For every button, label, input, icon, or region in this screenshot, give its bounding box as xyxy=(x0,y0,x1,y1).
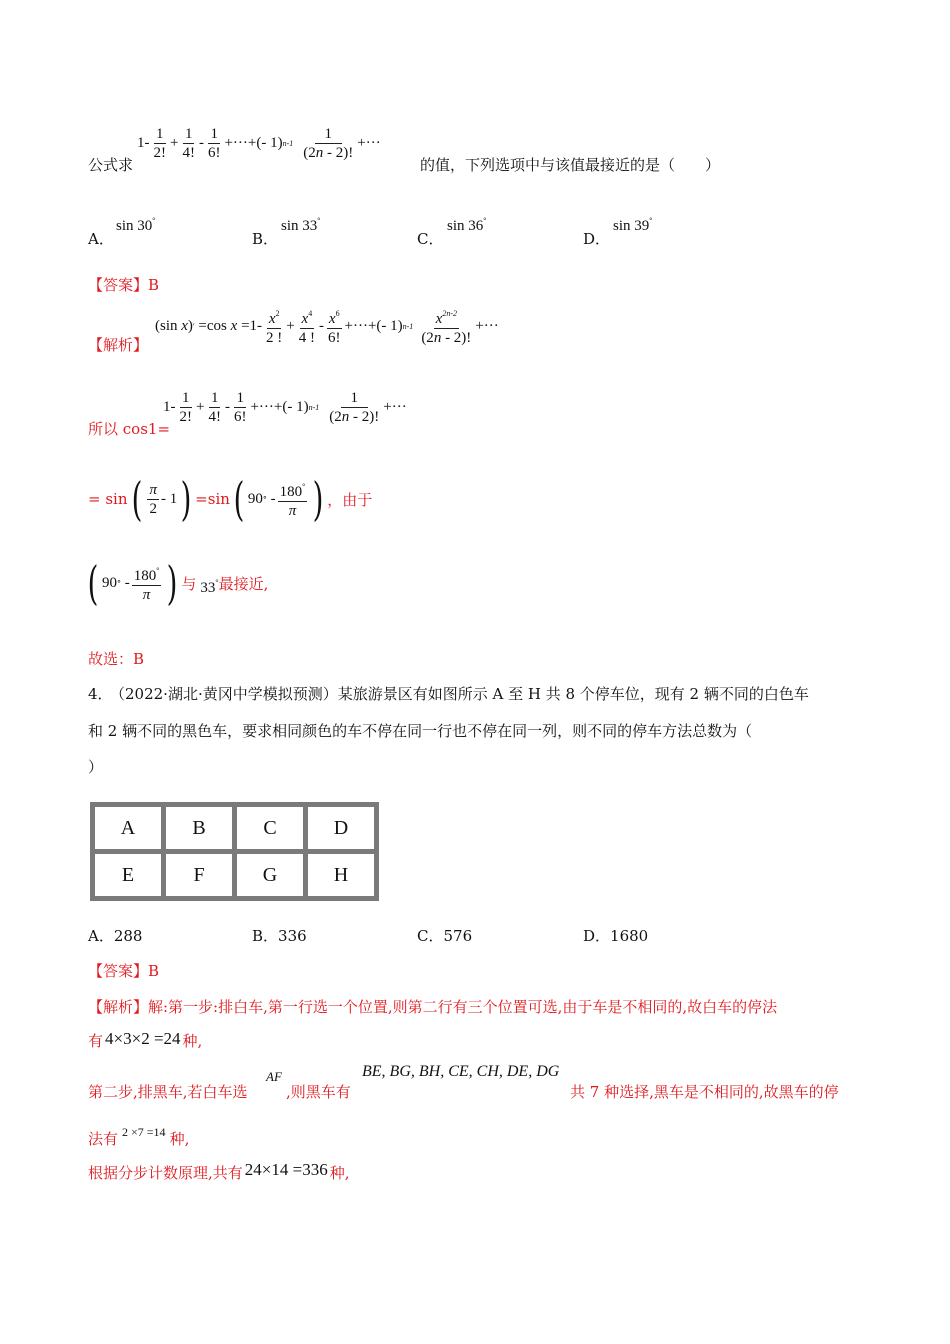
eq-sin2-label: =sin xyxy=(195,490,230,508)
option-letter: A． xyxy=(88,230,114,248)
text: 有 xyxy=(88,1032,104,1050)
q3-option-b-value: sin 33° xyxy=(281,216,321,234)
closest-text-b: 最接近, xyxy=(218,574,269,593)
q4-stem-line2: 和 2 辆不同的黑色车，要求相同颜色的车不停在同一行也不停在同一列，则不同的停车方法总数为（ xyxy=(88,722,753,740)
option-letter: C． xyxy=(417,230,444,248)
grid-cell: B xyxy=(164,805,235,852)
option-value: 576 xyxy=(443,927,473,945)
q3-series-formula: 1- $\frac{1}{2!}$ + $\frac{1}{4!}$ - $\frac{1}{6!}$ +···+ (- 1) n-1 $\frac{1}{(2n - 2)!}$ +··· xyxy=(137,126,381,161)
text: 种, xyxy=(329,1164,350,1182)
q4-answer: 【答案】B xyxy=(88,962,160,980)
q4-analysis-line5 xyxy=(88,1159,350,1183)
option-letter: A． xyxy=(88,927,114,945)
q3-closest-line: ( 90 ° - $\frac{180^\circ}{\pi}$ ) 与 33° 最接近, xyxy=(87,556,269,610)
q4-analysis-line3-b: ,则黑车有 xyxy=(286,1083,351,1101)
q3-cos1-series: 1- $\frac{1}{2!}$ + $\frac{1}{4!}$ - $\frac{1}{6!}$ +···+(- 1) n-1 $\frac{1}{(2n - 2)!}$ +··· xyxy=(163,390,407,425)
grid-cell: E xyxy=(93,852,164,899)
q4-option-d xyxy=(583,925,648,946)
option-value: 336 xyxy=(278,927,307,945)
q3-stem-prefix: 公式求 xyxy=(88,156,134,174)
q3-therefore-label: 所以 cos1= xyxy=(88,420,171,438)
closest-text-a: 与 xyxy=(181,574,197,593)
closest-value: 33 xyxy=(200,579,216,596)
q4-analysis-line4 xyxy=(88,1125,190,1149)
grid-cell: D xyxy=(306,805,377,852)
math-white-count: 4×3×2 =24 xyxy=(105,1028,181,1048)
q4-stem-line1: （2022·湖北·黄冈中学模拟预测）某旅游景区有如图所示 A 至 H 共 8 个停车位，现有 2 辆不同的白色车 xyxy=(110,685,809,703)
text: 种, xyxy=(182,1032,203,1050)
q4-analysis-line3-a: 第二步,排黑车,若白车选 xyxy=(88,1083,248,1101)
option-value: 1680 xyxy=(610,927,649,945)
q4-analysis-line1: 【解析】解:第一步:排白车,第一行选一个位置,则第二行有三个位置可选,由于车是不相同的,故白车的停法 xyxy=(88,998,778,1016)
q3-option-a xyxy=(88,228,114,249)
q3-analysis-label: 【解析】 xyxy=(88,336,149,354)
q3-option-c-value: sin 36° xyxy=(447,216,487,234)
q3-option-a-value: sin 30° xyxy=(116,216,156,234)
q3-option-d-value: sin 39° xyxy=(613,216,653,234)
q4-black-positions: BE, BG, BH, CE, CH, DE, DG xyxy=(362,1063,560,1080)
grid-row xyxy=(93,852,377,899)
q3-sin-equation: = sin ( $\frac{\pi}{2}$ - 1 ) =sin ( 90 ° - $\frac{180^\circ}{\pi}$ ) ，由于 xyxy=(88,472,373,526)
grid-cell: F xyxy=(164,852,235,899)
q3-stem-suffix: 的值，下列选项中与该值最接近的是（ ） xyxy=(420,156,721,174)
q3-option-d xyxy=(583,228,610,249)
q4-analysis-line2 xyxy=(88,1030,202,1051)
grid-cell: A xyxy=(93,805,164,852)
option-letter: B． xyxy=(252,927,279,945)
youyu-text: ，由于 xyxy=(327,490,373,509)
math-black-count: 2 ×7 =14 xyxy=(122,1125,166,1139)
option-letter: C． xyxy=(417,927,444,945)
q4-analysis-line3-c: 共 7 种选择,黑车是不相同的,故黑车的停 xyxy=(570,1083,839,1101)
q4-option-c xyxy=(417,925,472,946)
grid-cell: C xyxy=(235,805,306,852)
option-letter: B． xyxy=(252,230,279,248)
q4-stem-line3: ） xyxy=(88,758,104,776)
q3-option-c xyxy=(417,228,443,249)
q3-conclusion: 故选：B xyxy=(88,650,145,668)
q4-option-a xyxy=(88,925,142,946)
option-letter: D． xyxy=(583,230,611,248)
grid-row xyxy=(93,805,377,852)
text: 种, xyxy=(169,1130,190,1148)
q4-number: 4． xyxy=(88,685,113,703)
grid-cell: G xyxy=(235,852,306,899)
grid-cell: H xyxy=(306,852,377,899)
q4-option-b xyxy=(252,925,307,946)
text: 法有 xyxy=(88,1130,119,1148)
option-letter: D． xyxy=(583,927,611,945)
q3-answer: 【答案】B xyxy=(88,276,160,294)
parking-grid xyxy=(90,802,379,901)
q3-taylor-expansion: (sin x) ′ =cos x =1- $\frac{x^2}{2 !}$ + $\frac{x^4}{4 !}$ - $\frac{x^6}{6!}$ +···+(- 1) n-1 $\frac{x^{2n-2}}{(2n - 2)!}$ +··· xyxy=(155,306,499,346)
math-total: 24×14 =336 xyxy=(244,1159,328,1179)
option-value: 288 xyxy=(113,927,143,945)
text: 根据分步计数原理,共有 xyxy=(88,1164,243,1182)
eq-sin-label: = sin xyxy=(88,490,128,508)
q3-option-b xyxy=(252,228,278,249)
q4-af-math: AF xyxy=(266,1069,282,1084)
